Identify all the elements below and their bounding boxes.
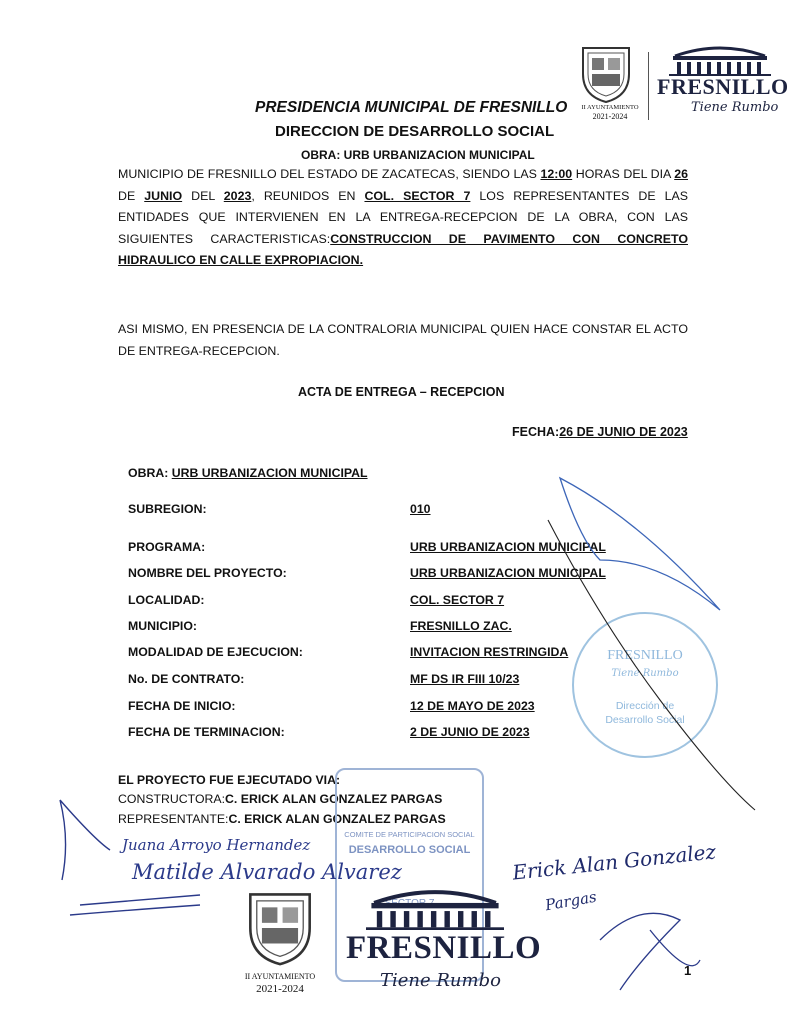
stamp1-line2: Tiene Rumbo [611, 668, 679, 679]
field-value-fecha-terminacion: 2 DE JUNIO DE 2023 [410, 725, 530, 739]
field-label-programa: PROGRAMA: [128, 540, 206, 554]
constructora-label: CONSTRUCTORA: [118, 792, 226, 806]
stamp1-line3: Dirección de [615, 700, 675, 712]
representante-value: C. ERICK ALAN GONZALEZ PARGAS [228, 812, 446, 826]
hora-value: 12:00 [540, 167, 573, 181]
signature-pargas: Pargas [543, 887, 598, 915]
field-value-contrato: MF DS IR FIII 10/23 [410, 672, 520, 686]
fecha-label: FECHA: [512, 425, 560, 439]
footer-brand-logo [340, 884, 542, 999]
obra-value: URB URBANIZACION MUNICIPAL [171, 466, 368, 480]
field-label-fecha-inicio: FECHA DE INICIO: [128, 699, 236, 713]
field-label-contrato: No. DE CONTRATO: [128, 672, 245, 686]
field-label-proyecto: NOMBRE DEL PROYECTO: [128, 566, 287, 580]
field-value-subregion: 010 [410, 502, 431, 516]
acta-title: ACTA DE ENTREGA – RECEPCION [298, 385, 505, 399]
seal-caption-1: II AYUNTAMIENTO [581, 104, 639, 111]
signature-erick: Erick Alan Gonzalez [511, 839, 718, 885]
field-value-proyecto: URB URBANIZACION MUNICIPAL [410, 566, 606, 580]
seal-caption-2: 2021-2024 [592, 112, 628, 121]
mes-value: JUNIO [144, 188, 183, 203]
stamp1-line4: Desarrollo Social [605, 714, 685, 726]
footer-brand-name: FRESNILLO [346, 930, 542, 966]
obra-label: OBRA: [128, 466, 172, 480]
signature-stroke-diagonal [548, 520, 755, 810]
field-value-modalidad: INVITACION RESTRINGIDA [410, 645, 569, 659]
ejecucion-via: EL PROYECTO FUE EJECUTADO VIA: [118, 773, 341, 787]
signature-stroke-bottom-right [600, 913, 700, 990]
footer-seal [235, 888, 325, 998]
footer-seal-caption-2: 2021-2024 [256, 983, 304, 995]
presidencia-title: PRESIDENCIA MUNICIPAL DE FRESNILLO [255, 99, 568, 116]
field-value-programa: URB URBANIZACION MUNICIPAL [410, 540, 606, 554]
footer-seal-caption-1: II AYUNTAMIENTO [244, 972, 316, 981]
field-label-localidad: LOCALIDAD: [128, 593, 205, 607]
footer-kiosk-icon [360, 884, 510, 930]
direccion-title: DIRECCION DE DESARROLLO SOCIAL [275, 123, 555, 140]
field-label-municipio: MUNICIPIO: [128, 619, 197, 633]
field-value-municipio: FRESNILLO ZAC. [410, 619, 512, 633]
signature-juana: Juana Arroyo Hernandez [122, 836, 311, 854]
intro-paragraph: MUNICIPIO DE FRESNILLO DEL ESTADO DE ZACATECAS, SIENDO LAS 12:00 HORAS DEL DIA 26 DE JUNIO DEL 2023, REUNIDOS EN COL. SECTOR 7 LOS REPRESENTANTES DE LAS ENTIDADES QUE INTERVIENEN EN LA ENTREGA-RECEPCION DE LA OBRA, CON LAS SIGUIENTES CARACTERISTICAS:CONSTRUCCION DE PAVIMENTO CON CONCRETO HIDRAULICO EN CALLE EXPROPIACION. [118, 167, 689, 267]
signature-stroke-upper [560, 478, 720, 610]
footer-municipal-seal-icon [240, 888, 320, 968]
brand-name: FRESNILLO [657, 74, 789, 99]
field-label-subregion: SUBREGION: [128, 502, 207, 516]
stamp2-line2: DESARROLLO SOCIAL [348, 844, 471, 856]
field-value-localidad: COL. SECTOR 7 [410, 593, 505, 607]
obra-description: CONSTRUCCION DE PAVIMENTO CON CONCRETO HIDRAULICO EN CALLE EXPROPIACION. [118, 231, 688, 267]
field-label-modalidad: MODALIDAD DE EJECUCION: [128, 645, 303, 659]
constructora-value: C. ERICK ALAN GONZALEZ PARGAS [225, 792, 443, 806]
brand-tagline: Tiene Rumbo [691, 100, 779, 115]
page-number: 1 [684, 963, 692, 978]
signature-matilde: Matilde Alvarado Alvarez [132, 860, 402, 884]
anio-value: 2023 [223, 188, 252, 203]
field-value-fecha-inicio: 12 DE MAYO DE 2023 [410, 699, 535, 713]
contraloria-paragraph: ASI MISMO, EN PRESENCIA DE LA CONTRALORIA MUNICIPAL QUIEN HACE CONSTAR EL ACTO DE ENTREGA-RECEPCION. [118, 322, 688, 358]
stamp2-line1: COMITE DE PARTICIPACION SOCIAL [344, 830, 475, 839]
fecha-value: 26 DE JUNIO DE 2023 [559, 425, 688, 439]
stamp1-line1: FRESNILLO [607, 648, 683, 663]
field-label-fecha-terminacion: FECHA DE TERMINACION: [128, 725, 285, 739]
dia-value: 26 [674, 167, 689, 181]
lugar-value: COL. SECTOR 7 [364, 188, 471, 203]
footer-brand-tagline: Tiene Rumbo [380, 970, 501, 991]
representante-label: REPRESENTANTE: [118, 812, 229, 826]
obra-subtitle: OBRA: URB URBANIZACION MUNICIPAL [301, 148, 535, 162]
